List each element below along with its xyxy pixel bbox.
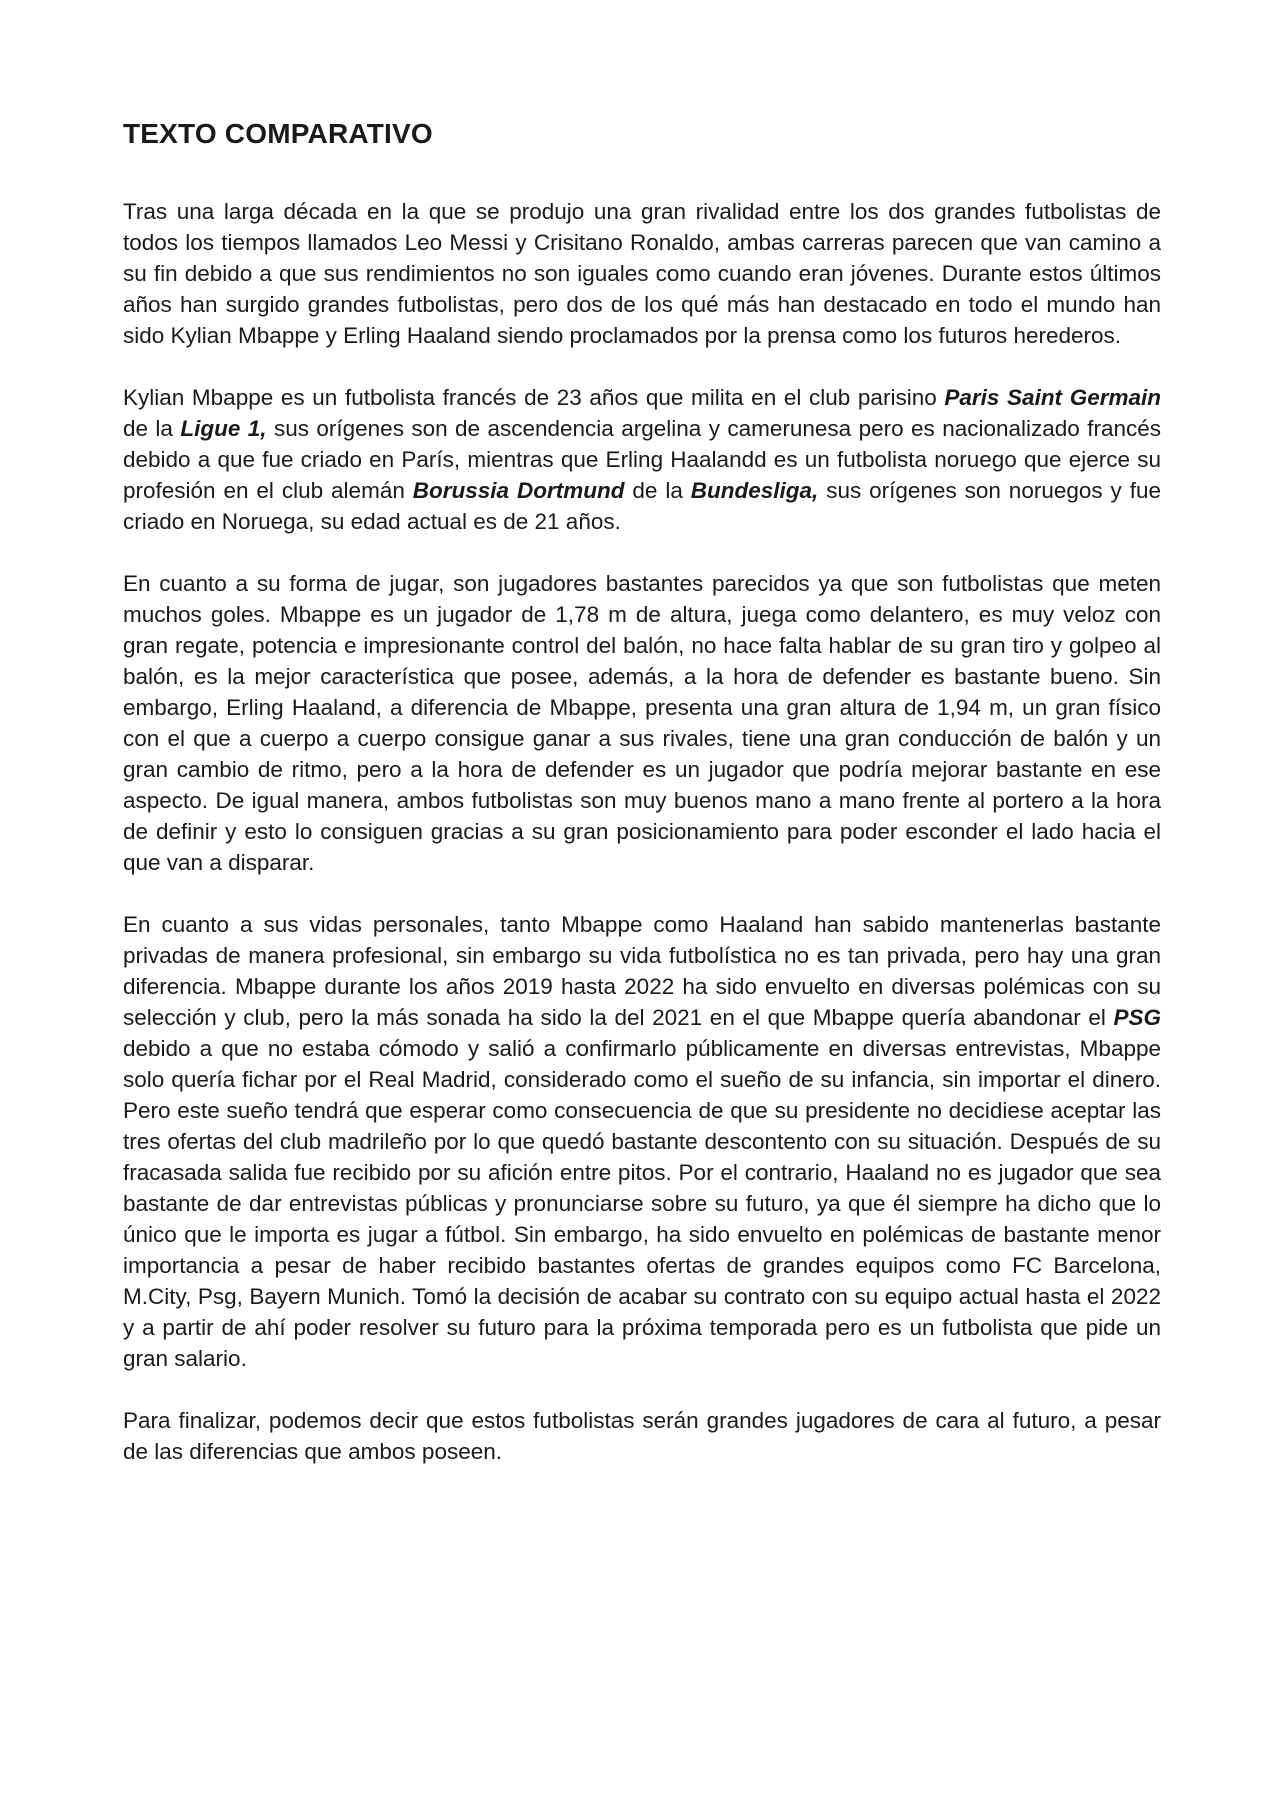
document-page <box>123 118 1161 1498</box>
club-name-psg-full: Paris Saint Germain <box>944 385 1161 410</box>
paragraph-intro: Tras una larga década en la que se produjo una gran rivalidad entre los dos grandes futbolistas de todos los tiempos llamados Leo Messi y Crisitano Ronaldo, ambas carreras parecen que van camino a su fin debido a que sus rendimientos no son iguales como cuando eran jóvenes. Durante estos últimos años han surgido grandes futbolistas, pero dos de los qué más han destacado en todo el mundo han sido Kylian Mbappe y Erling Haaland siendo proclamados por la prensa como los futuros herederos. <box>123 199 1161 348</box>
paragraph-text: de la <box>123 416 181 441</box>
league-name-bundesliga: Bundesliga, <box>690 478 819 503</box>
paragraph-text: debido a que no estaba cómodo y salió a confirmarlo públicamente en diversas entrevistas, Mbappe solo quería fichar por el Real Madrid, considerado como el sueño de su infancia, sin importar el dinero. Pero este sueño tendrá que esperar como consecuencia de que su presidente no decidiese aceptar las tres ofertas del club madrileño por lo que quedó bastante descontento con su situación. Después de su fracasada salida fue recibido por su afición entre pitos. Por el contrario, Haaland no es jugador que sea bastante de dar entrevistas públicas y pronunciarse sobre su futuro, ya que él siempre ha dicho que lo único que le importa es jugar a fútbol. Sin embargo, ha sido envuelto en polémicas de bastante menor importancia a pesar de haber recibido bastantes ofertas de grandes equipos como FC Barcelona, M.City, Psg, Bayern Munich. Tomó la decisión de acabar su contrato con su equipo actual hasta el 2022 y a partir de ahí poder resolver su futuro para la próxima temporada pero es un futbolista que pide un gran salario. <box>123 1036 1161 1371</box>
paragraph-conclusion: Para finalizar, podemos decir que estos futbolistas serán grandes jugadores de cara al futuro, a pesar de las diferencias que ambos poseen. <box>123 1408 1161 1464</box>
paragraph-personal-lives <box>123 909 1161 1374</box>
paragraph-text: de la <box>624 478 691 503</box>
document-title: TEXTO COMPARATIVO <box>123 118 433 149</box>
club-name-dortmund: Borussia Dortmund <box>412 478 625 503</box>
league-name-ligue1: Ligue 1, <box>180 416 267 441</box>
paragraph-text: Kylian Mbappe es un futbolista francés de 23 años que milita en el club parisino <box>123 385 945 410</box>
paragraph-text: sus orígenes son de ascendencia argelina y camerunesa pero es nacionalizado francés debido a que fue criado en París, mientras que Erling Haalandd es un futbolista noruego que ejerce su profesión en el club alemán <box>123 416 1162 503</box>
paragraph-origins <box>123 382 1161 537</box>
paragraph-playstyle: En cuanto a su forma de jugar, son jugadores bastantes parecidos ya que son futbolistas que meten muchos goles. Mbappe es un jugador de 1,78 m de altura, juega como delantero, es muy veloz con gran regate, potencia e impresionante control del balón, no hace falta hablar de su gran tiro y golpeo al balón, es la mejor característica que posee, además, a la hora de defender es bastante bueno. Sin embargo, Erling Haaland, a diferencia de Mbappe, presenta una gran altura de 1,94 m, un gran físico con el que a cuerpo a cuerpo consigue ganar a sus rivales, tiene una gran conducción de balón y un gran cambio de ritmo, pero a la hora de defender es un jugador que podría mejorar bastante en ese aspecto. De igual manera, ambos futbolistas son muy buenos mano a mano frente al portero a la hora de definir y esto lo consiguen gracias a su gran posicionamiento para poder esconder el lado hacia el que van a disparar. <box>123 571 1161 875</box>
paragraph-text: En cuanto a sus vidas personales, tanto Mbappe como Haaland han sabido mantenerlas bastante privadas de manera profesional, sin embargo su vida futbolística no es tan privada, pero hay una gran diferencia. Mbappe durante los años 2019 hasta 2022 ha sido envuelto en diversas polémicas con su selección y club, pero la más sonada ha sido la del 2021 en el que Mbappe quería abandonar el <box>123 912 1161 1030</box>
club-name-psg: PSG <box>1113 1005 1161 1030</box>
paragraph-text: sus orígenes son noruegos y fue criado en Noruega, su edad actual es de 21 años. <box>123 478 1161 534</box>
